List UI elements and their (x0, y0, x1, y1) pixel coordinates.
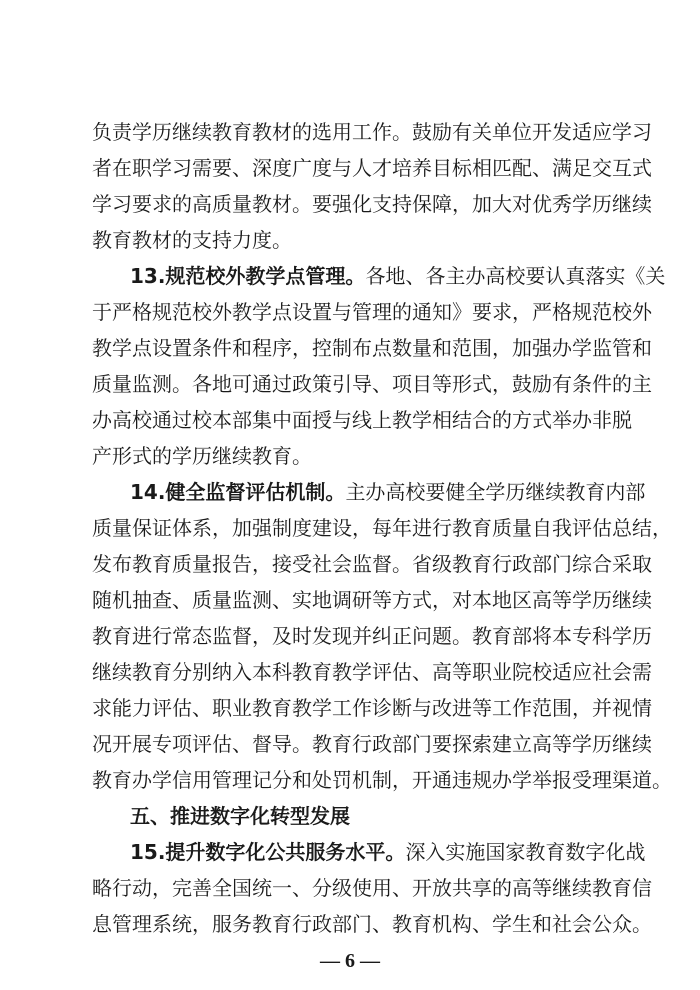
body-line: 教育教材的支持力度。 (92, 228, 292, 252)
body-line: 随机抽查、质量监测、实地调研等方式，对本地区高等学历继续 (92, 588, 652, 612)
body-line: 略行动，完善全国统一、分级使用、开放共享的高等继续教育信 (92, 876, 652, 900)
body-line: 者在职学习需要、深度广度与人才培养目标相匹配、满足交互式 (92, 156, 652, 180)
body-line: 教育进行常态监督，及时发现并纠正问题。教育部将本专科学历 (92, 624, 652, 648)
body-line: 继续教育分别纳入本科教育教学评估、高等职业院校适应社会需 (92, 660, 652, 684)
body-line: 质量保证体系，加强制度建设，每年进行教育质量自我评估总结， (92, 516, 672, 540)
body-line: 学习要求的高质量教材。要强化支持保障，加大对优秀学历继续 (92, 192, 652, 216)
body-line: 息管理系统，服务教育行政部门、教育机构、学生和社会公众。 (92, 912, 652, 936)
body-line: 负责学历继续教育教材的选用工作。鼓励有关单位开发适应学习 (92, 120, 652, 144)
item-14-heading: 14.健全监督评估机制。 (130, 480, 346, 504)
body-line: 况开展专项评估、督导。教育行政部门要探索建立高等学历继续 (92, 732, 652, 756)
item-13-first-line: 13.规范校外教学点管理。各地、各主办高校要认真落实《关 (130, 264, 666, 288)
body-line: 质量监测。各地可通过政策引导、项目等形式，鼓励有条件的主 (92, 372, 652, 396)
body-line: 发布教育质量报告，接受社会监督。省级教育行政部门综合采取 (92, 552, 652, 576)
section-heading: 五、推进数字化转型发展 (130, 804, 350, 828)
item-13-heading: 13.规范校外教学点管理。 (130, 264, 366, 288)
body-line: 教育办学信用管理记分和处罚机制，开通违规办学举报受理渠道。 (92, 768, 672, 792)
body-line: 产形式的学历继续教育。 (92, 444, 312, 468)
item-14-first-line: 14.健全监督评估机制。主办高校要健全学历继续教育内部 (130, 480, 646, 504)
body-line: 办高校通过校本部集中面授与线上教学相结合的方式举办非脱 (92, 408, 632, 432)
body-line: 于严格规范校外教学点设置与管理的通知》要求，严格规范校外 (92, 300, 652, 324)
item-15-heading: 15.提升数字化公共服务水平。 (130, 840, 406, 864)
body-line: 求能力评估、职业教育教学工作诊断与改进等工作范围，并视情 (92, 696, 652, 720)
page-number: — 6 — (320, 950, 380, 972)
item-15-first-line: 15.提升数字化公共服务水平。深入实施国家教育数字化战 (130, 840, 646, 864)
body-line: 教学点设置条件和程序，控制布点数量和范围，加强办学监管和 (92, 336, 652, 360)
